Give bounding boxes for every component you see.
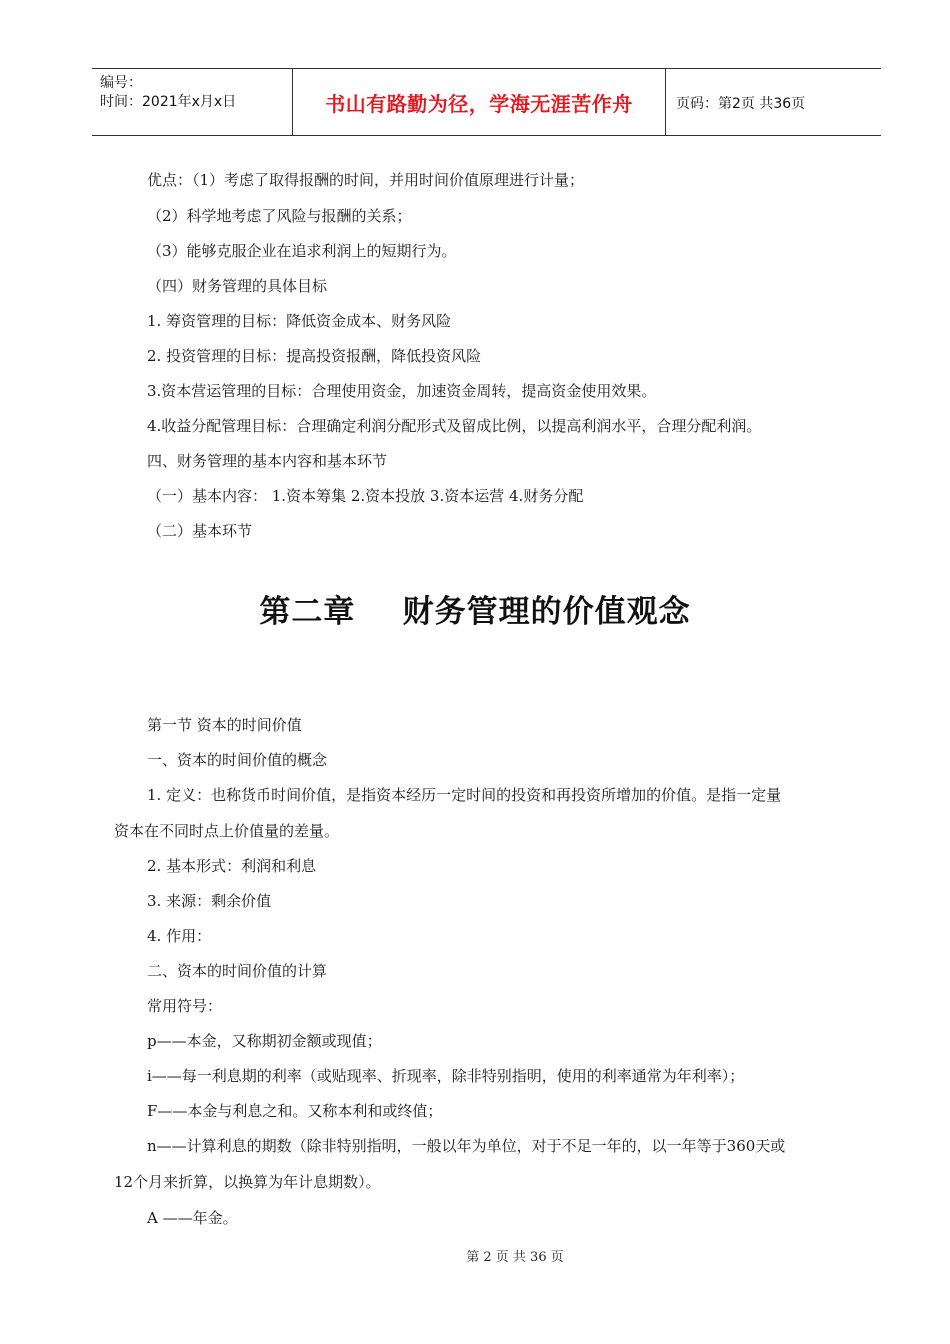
header-meta-cell [92, 69, 293, 135]
text-line: 二、资本的时间价值的计算 [147, 962, 328, 980]
text-line: 2. 基本形式：利润和利息 [147, 857, 317, 875]
text-line: 3. 来源：剩余价值 [147, 892, 272, 910]
text-line: （四）财务管理的具体目标 [147, 277, 328, 295]
text-line: i——每一利息期的利率（或贴现率、折现率，除非特别指明，使用的利率通常为年利率）； [147, 1067, 745, 1085]
text-line: 资本在不同时点上价值量的差量。 [114, 822, 340, 840]
text-line: （2）科学地考虑了风险与报酬的关系； [147, 207, 412, 225]
text-line: （一）基本内容： 1.资本筹集 2.资本投放 3.资本运营 4.财务分配 [147, 487, 584, 505]
header-page-cell [666, 69, 881, 135]
text-line: 4. 作用： [147, 927, 212, 945]
text-line: p——本金，又称期初金额或现值； [147, 1032, 382, 1050]
text-line: 2. 投资管理的目标：提高投资报酬，降低投资风险 [147, 347, 482, 365]
text-line: 1. 定义：也称货币时间价值，是指资本经历一定时间的投资和再投资所增加的价值。是指一定量 [147, 786, 782, 804]
section-heading: 第一节 资本的时间价值 [147, 716, 302, 734]
text-line: 优点：（1）考虑了取得报酬的时间，并用时间价值原理进行计量； [147, 171, 585, 189]
text-line: A ——年金。 [147, 1209, 238, 1227]
header-motto: 书山有路勤为径，学海无涯苦作舟 [325, 91, 633, 116]
header-page-info: 页码：第2页 共36页 [676, 96, 806, 112]
text-line: 1. 筹资管理的目标：降低资金成本、财务风险 [147, 312, 452, 330]
chapter-title: 第二章 财务管理的价值观念 [259, 594, 691, 630]
text-line: 四、财务管理的基本内容和基本环节 [147, 452, 388, 470]
header-time-label: 时间：2021年x月x日 [100, 94, 237, 110]
text-line: （二）基本环节 [147, 522, 253, 540]
page-footer: 第 2 页 共 36 页 [466, 1250, 564, 1265]
text-line: 3.资本营运管理的目标：合理使用资金，加速资金周转，提高资金使用效果。 [147, 382, 657, 400]
header-number-label: 编号： [100, 75, 142, 91]
text-line: 4.收益分配管理目标：合理确定利润分配形式及留成比例，以提高利润水平，合理分配利润。 [147, 417, 762, 435]
text-line: F——本金与利息之和。又称本利和或终值； [147, 1102, 443, 1120]
header-motto-cell [293, 69, 666, 135]
text-line: 12个月来折算，以换算为年计息期数）。 [114, 1173, 381, 1191]
page-header [92, 68, 881, 136]
text-line: n——计算利息的期数（除非特别指明，一般以年为单位，对于不足一年的，以一年等于360天或 [147, 1137, 786, 1155]
text-line: 常用符号： [147, 997, 223, 1015]
text-line: （3）能够克服企业在追求利润上的短期行为。 [147, 242, 457, 260]
text-line: 一、资本的时间价值的概念 [147, 751, 328, 769]
